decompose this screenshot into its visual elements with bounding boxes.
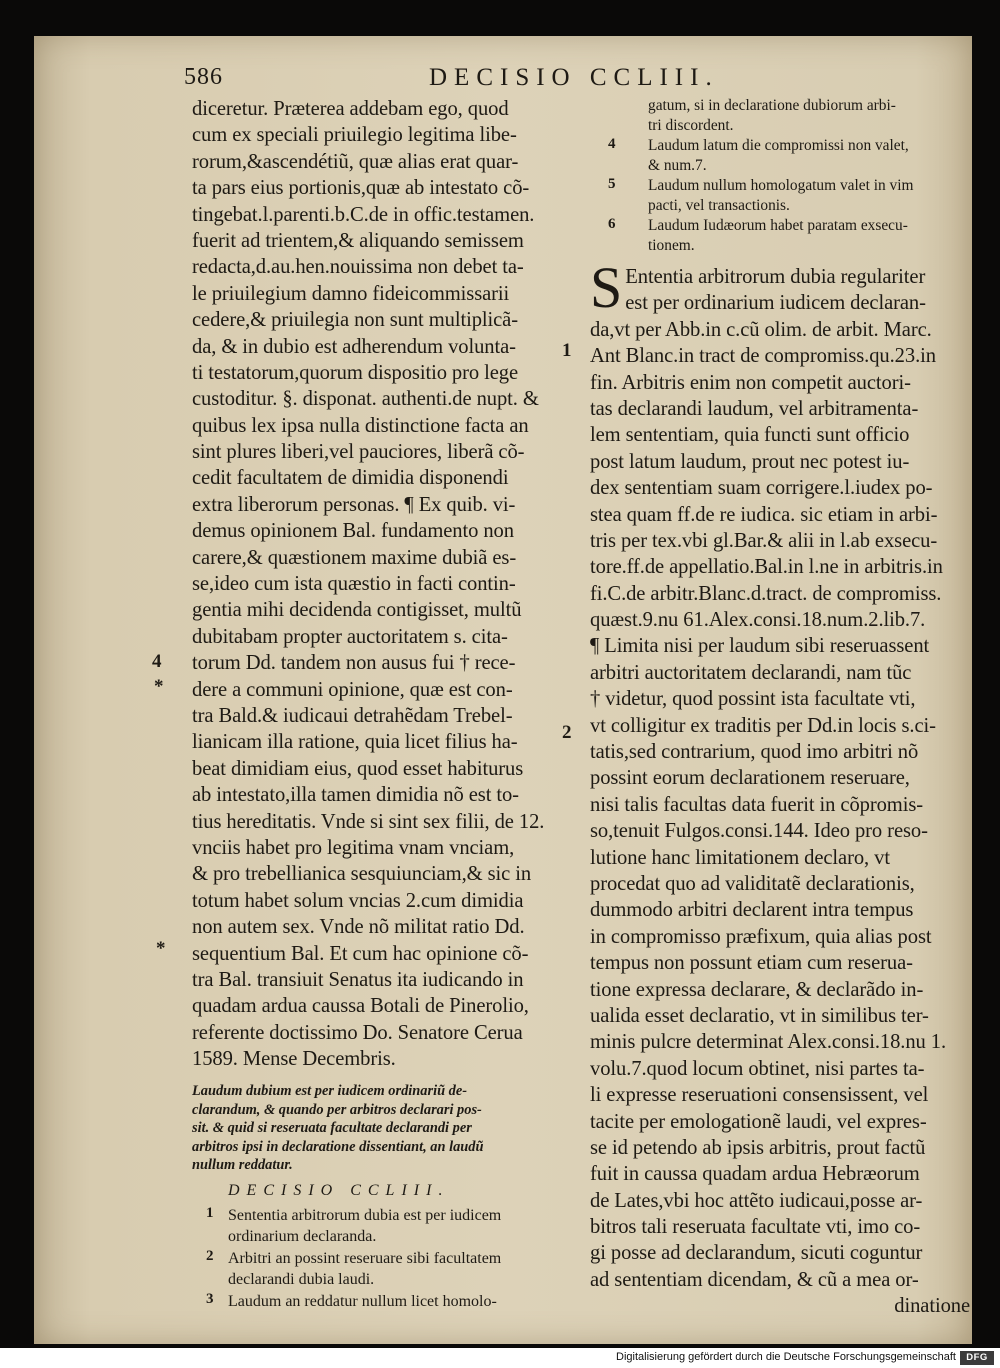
catchword: dinatione: [894, 1295, 970, 1318]
text-line: vt colligitur ex traditis per Dd.in locis s.ci-: [590, 714, 936, 737]
text-line: se id petendo ab ipsis arbitris, prout factũ: [590, 1136, 926, 1159]
item-number: 6: [608, 216, 616, 232]
digitization-footer: [0, 1348, 1000, 1368]
left-body-text: [192, 96, 582, 1072]
text-line: bitros tali reseruata facultate vti, imo co-: [590, 1216, 921, 1239]
text-line: procedat quo ad validitatẽ declarationis,: [590, 872, 915, 895]
text-line: tingebat.l.parenti.b.C.de in offic.testamen.: [192, 203, 535, 226]
text-line: est per ordinarium iudicem declaran-: [625, 292, 926, 315]
summary-line: arbitros ipsi in declaratione dissentiant, an laudũ: [192, 1138, 484, 1155]
text-line: dere a communi opinione, quæ est con-: [192, 678, 513, 701]
text-line: lianicam illa ratione, quia licet filius ha-: [192, 731, 518, 754]
text-line: tore.ff.de appellatio.Bal.in l.ne in arbitris.in: [590, 556, 943, 579]
text-line: tacite per emologationẽ laudi, vel expres-: [590, 1110, 927, 1133]
text-line: † videtur, quod possint ista facultate vti,: [590, 688, 916, 711]
text-line: & pro trebellianica sesquiunciam,& sic in: [192, 863, 532, 886]
text-line: cedit facultatem de dimidia disponendi: [192, 467, 509, 490]
text-line: tra Bal. transiuit Senatus ita iudicando in: [192, 968, 524, 991]
text-line: rorum,&ascendétiũ, quæ alias erat quar-: [192, 150, 519, 173]
text-line: fi.C.de arbitr.Blanc.d.tract. de compromiss.: [590, 582, 942, 605]
text-line: diceretur. Præterea addebam ego, quod: [192, 98, 509, 120]
margin-number: 2: [562, 722, 572, 743]
text-line: volu.7.quod locum obtinet, nisi partes ta-: [590, 1057, 925, 1080]
text-line: cedere,& priuilegia non sunt multiplicã-: [192, 309, 518, 332]
text-line: possint eorum declarationem reseruare,: [590, 767, 910, 790]
margin-asterisk: *: [154, 676, 164, 697]
text-line: referente doctissimo Do. Senatore Cerua: [192, 1021, 523, 1044]
spacer: [192, 1072, 582, 1082]
item-text: Laudum Iudæorum habet paratam exsecu-: [648, 217, 908, 234]
text-line: le priuilegium damno fideicommissarii: [192, 282, 510, 305]
dfg-logo: DFG: [960, 1351, 994, 1365]
summary-line: Laudum dubium est per iudicem ordinariũ de-: [192, 1083, 468, 1100]
text-line: da, & in dubio est adherendum volunta-: [192, 335, 516, 358]
contents-item: [192, 1205, 582, 1248]
text-line: tione expressa declarare, & declarãdo in-: [590, 978, 924, 1001]
text-line: sint plures liberi,vel pauciores, liberã cõ-: [192, 441, 525, 464]
text-line: lem sententiam, quia functi sunt officio: [590, 424, 910, 447]
text-line: stea quam ff.de re iudica. sic etiam in arbi-: [590, 503, 938, 526]
item-text: pacti, vel transactionis.: [648, 197, 790, 214]
right-column: [562, 96, 970, 1320]
text-line: quæst.9.nu 61.Alex.consi.18.num.2.lib.7.: [590, 609, 926, 632]
margin-number: 4: [152, 651, 162, 672]
contents-item: [612, 96, 970, 136]
text-line: so,tenuit Fulgos.consi.144. Ideo pro reso-: [590, 820, 928, 843]
text-line: gentia mihi decidenda contigisset, multũ: [192, 599, 522, 622]
text-line: fin. Arbitris enim non competit auctori-: [590, 371, 911, 394]
text-line: extra liberorum personas. ¶ Ex quib. vi-: [192, 493, 516, 516]
text-line: quibus lex ipsa nulla distinctione facta an: [192, 414, 529, 437]
contents-item: [608, 136, 970, 176]
summary-line: clarandum, & quando per arbitros declarari pos-: [192, 1101, 482, 1118]
text-line: tatis,sed contrarium, quod imo arbitri nõ: [590, 741, 919, 764]
text-line: 1589. Mense Decembris.: [192, 1048, 396, 1071]
margin-asterisk: *: [156, 938, 166, 959]
text-line: quadam ardua caussa Botali de Pinerolio,: [192, 995, 529, 1018]
text-line: Ententia arbitrorum dubia regulariter: [625, 266, 926, 288]
text-line: dex sententiam suam corrigere.l.iudex po-: [590, 477, 933, 500]
text-line: tris per tex.vbi gl.Bar.& alii in l.ab exsecu-: [590, 529, 938, 552]
running-head: DECISIO CCLIII.: [429, 64, 719, 91]
margin-number: 1: [562, 340, 572, 361]
page-number: 586: [184, 64, 223, 90]
book-page: [34, 36, 972, 1344]
text-line: beat dimidiam eius, quod esset habiturus: [192, 757, 524, 780]
text-line: vnciis habet pro legitima vnam vnciam,: [192, 836, 515, 859]
spacer: [590, 256, 970, 264]
decision-contents-list: [192, 1205, 582, 1312]
item-number: 3: [206, 1290, 214, 1307]
text-line: ta pars eius portionis,quæ ab intestato cõ-: [192, 177, 530, 200]
text-line: nisi talis facultas data fuerit in cõpromis-: [590, 793, 924, 816]
text-line: tas declarandi laudum, vel arbitramenta-: [590, 397, 919, 420]
text-line: tempus non possunt etiam cum reserua-: [590, 952, 913, 975]
text-line: Ant Blanc.in tract de compromiss.qu.23.in: [590, 345, 936, 368]
item-text: Laudum nullum homologatum valet in vim: [648, 177, 914, 194]
footer-credit: Digitalisierung gefördert durch die Deutsche Forschungsgemeinschaft: [616, 1351, 956, 1363]
left-column: [152, 96, 582, 1312]
text-line: tius hereditatis. Vnde si sint sex filii, de 12.: [192, 810, 545, 833]
text-line: ab intestato,illa tamen dimidia nõ est to-: [192, 784, 519, 807]
text-line: ad sententiam dicendam, & cũ a mea or-: [590, 1268, 919, 1291]
item-number: 1: [206, 1204, 214, 1221]
text-line: torum Dd. tandem non ausus fui † rece-: [192, 652, 516, 675]
contents-item: [608, 176, 970, 216]
text-line: sequentium Bal. Et cum hac opinione cõ-: [192, 942, 529, 965]
text-line: ti testatorum,quorum dispositio pro lege: [192, 361, 519, 384]
drop-initial: S: [590, 255, 623, 320]
item-text: tri discordent.: [648, 117, 734, 134]
text-line: gi posse ad declarandum, sicuti coguntur: [590, 1242, 923, 1265]
decision-summary: [192, 1082, 582, 1175]
item-text: Arbitri an possint reseruare sibi facultatem: [228, 1249, 502, 1267]
text-line: de Lates,vbi hoc attẽto iudicaui,posse ar-: [590, 1189, 923, 1212]
opening-paragraph: [590, 255, 970, 320]
text-line: tra Bald.& iudicaui detrahẽdam Trebel-: [192, 704, 513, 727]
text-line: fuit in caussa quadam ardua Hebræorum: [590, 1163, 920, 1186]
item-number: 2: [206, 1247, 214, 1264]
text-line: lutione hanc limitationem declaro, vt: [590, 846, 890, 869]
text-line: totum habet solum vncias 2.cum dimidia: [192, 889, 524, 912]
text-line: arbitri auctoritatem declarandi, nam tũc: [590, 661, 912, 684]
summary-line: sit. & quid si reseruata facultate declarandi per: [192, 1120, 472, 1137]
decision-contents-continued: [608, 96, 970, 256]
contents-item: [192, 1291, 582, 1312]
text-line: in compromisso præfixum, quia alias post: [590, 925, 932, 948]
text-line: carere,& quæstionem maxime dubiã es-: [192, 546, 517, 569]
text-line: da,vt per Abb.in c.cũ olim. de arbit. Marc.: [590, 318, 932, 341]
summary-line: nullum reddatur.: [192, 1157, 293, 1174]
text-line: post latum laudum, prout nec potest iu-: [590, 450, 910, 473]
item-text: Sententia arbitrorum dubia est per iudicem: [228, 1206, 502, 1224]
text-line: ualida esset declaratio, vt in similibus ter-: [590, 1004, 929, 1027]
text-line: dummodo arbitri declarent intra tempus: [590, 899, 914, 922]
text-line: dubitabam propter auctoritatem s. cita-: [192, 625, 508, 648]
item-text: tionem.: [648, 237, 695, 254]
text-line: ¶ Limita nisi per laudum sibi reseruassent: [590, 635, 930, 658]
text-line: custoditur. §. disponat. authenti.de nupt. &: [192, 388, 539, 411]
right-body-text: [590, 255, 970, 1320]
item-text: gatum, si in declaratione dubiorum arbi-: [648, 97, 896, 114]
item-text: declarandi dubia laudi.: [228, 1271, 375, 1289]
text-line: redacta,d.au.hen.nouissima non debet ta-: [192, 256, 524, 279]
contents-item: [192, 1248, 582, 1291]
decision-heading: DECISIO CCLIII.: [228, 1181, 450, 1199]
item-text: ordinarium declaranda.: [228, 1228, 377, 1246]
item-text: & num.7.: [648, 157, 707, 174]
item-text: Laudum latum die compromissi non valet,: [648, 137, 909, 154]
text-line: se,ideo cum ista quæstio in facti contin-: [192, 573, 516, 596]
text-line: li expresse reseruationi consensissent, vel: [590, 1084, 929, 1107]
contents-item: [608, 216, 970, 256]
text-line: demus opinionem Bal. fundamento non: [192, 520, 514, 543]
text-line: cum ex speciali priuilegio legitima libe-: [192, 124, 517, 147]
text-line: non autem sex. Vnde nõ militat ratio Dd.: [192, 916, 525, 939]
item-text: Laudum an reddatur nullum licet homolo-: [228, 1292, 497, 1310]
text-line: fuerit ad trientem,& aliquando semissem: [192, 229, 524, 252]
text-line: minis pulcre determinat Alex.consi.18.nu 1.: [590, 1031, 947, 1054]
item-number: 5: [608, 176, 616, 192]
item-number: 4: [608, 136, 616, 152]
